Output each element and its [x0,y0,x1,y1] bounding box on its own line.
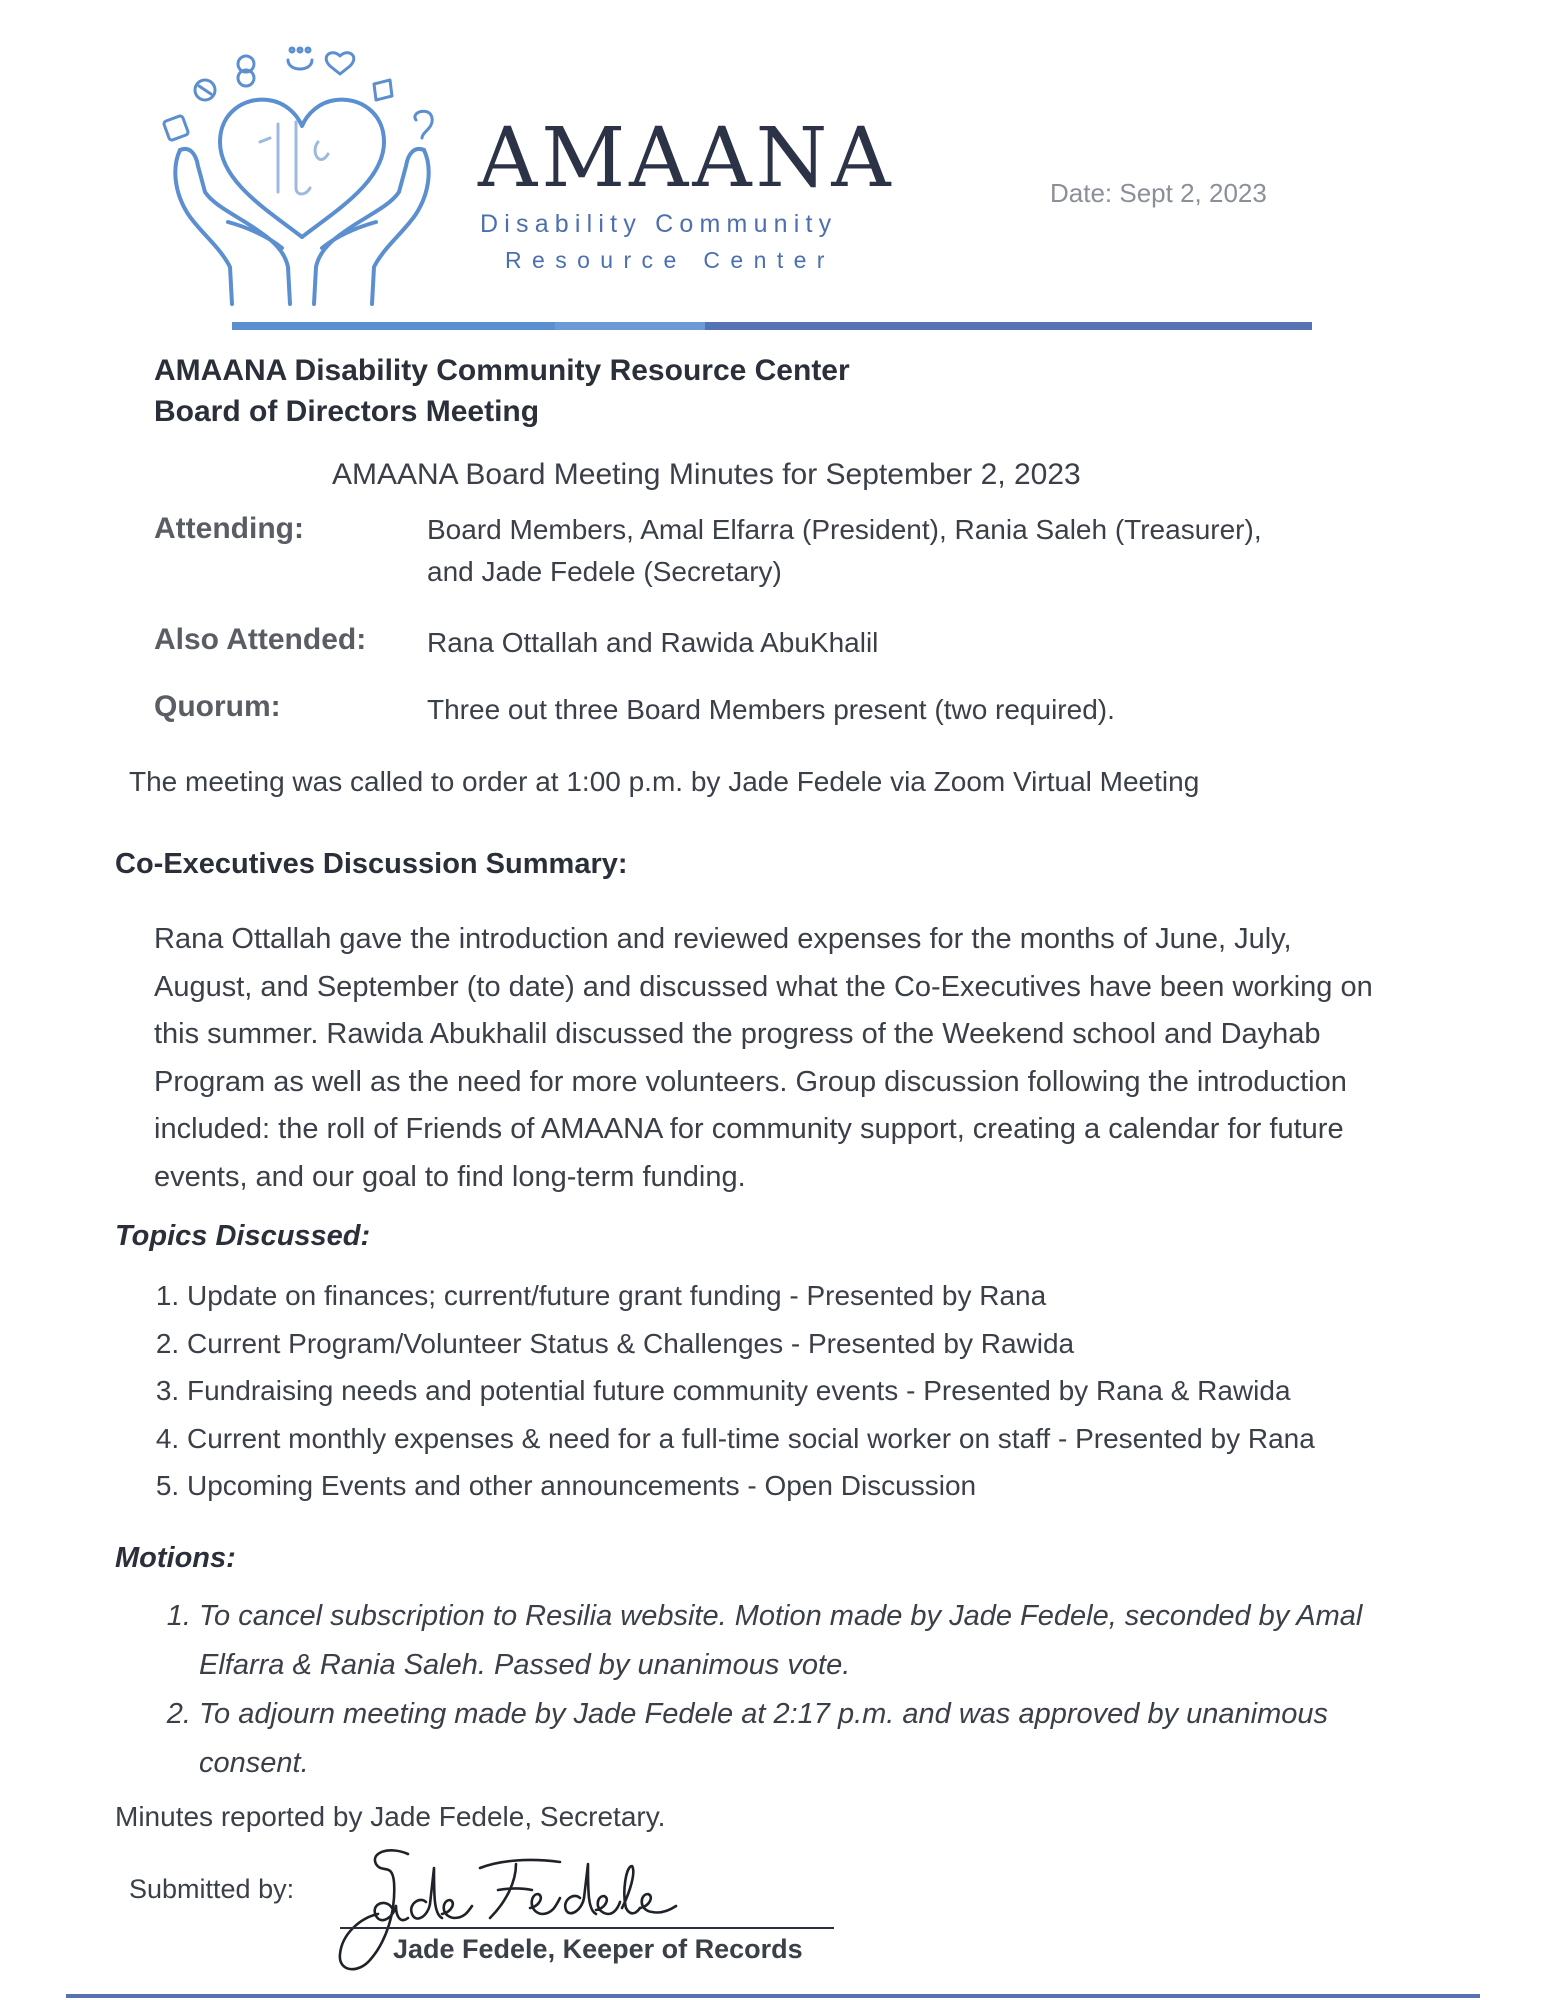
topic-item: 3. Fundraising needs and potential future community events - Presented by Rana & Rawida [187,1367,1507,1415]
attending-label: Attending: [154,512,304,545]
header-divider [232,322,1312,330]
quorum-label: Quorum: [154,690,281,723]
attending-line: Board Members, Amal Elfarra (President), Rania Saleh (Treasurer), [427,514,1262,545]
amaana-logo [160,42,445,312]
attending-value [427,509,1262,593]
signature-caption: Jade Fedele, Keeper of Records [393,1934,803,1964]
attending-line: and Jade Fedele (Secretary) [427,556,782,587]
motion-item: 1. To cancel subscription to Resilia website. Motion made by Jade Fedele, seconded by Amal Elfarra & Rania Saleh. Passed by unanimous vote. [199,1592,1439,1690]
document-date: Date: Sept 2, 2023 [1050,178,1267,208]
topic-item: 1. Update on finances; current/future grant funding - Presented by Rana [187,1272,1507,1320]
motion-item: 2. To adjourn meeting made by Jade Fedele at 2:17 p.m. and was approved by unanimous consent. [199,1690,1439,1788]
submitted-by-label: Submitted by: [129,1874,295,1904]
motions-list [163,1592,1439,1788]
quorum-value: Three out three Board Members present (two required). [427,694,1115,725]
summary-heading: Co-Executives Discussion Summary: [115,848,628,880]
call-to-order: The meeting was called to order at 1:00 p.m. by Jade Fedele via Zoom Virtual Meeting [129,766,1200,797]
brand-tagline-line1: Disability Community [480,210,838,238]
reported-by: Minutes reported by Jade Fedele, Secretary. [115,1801,666,1832]
topic-item: 4. Current monthly expenses & need for a full-time social worker on staff - Presented by Rana [187,1415,1507,1463]
summary-body: Rana Ottallah gave the introduction and reviewed expenses for the months of June, July, August, and September (to date) and discussed what the Co-Executives have been working on this summer. Rawida Abukhalil discussed the progress of the Weekend school and Dayhab Program as well as the need for more volunteers. Group discussion following the introduction included: the roll of Friends of AMAANA for community support, creating a calendar for future events, and our goal to find long-term funding. [154,923,1373,1193]
topic-item: 2. Current Program/Volunteer Status & Challenges - Presented by Rawida [187,1320,1507,1368]
footer-divider [66,1994,1480,1998]
topic-item: 5. Upcoming Events and other announcements - Open Discussion [187,1462,1507,1510]
also-attended-label: Also Attended: [154,623,367,656]
topics-list [143,1272,1507,1510]
minutes-title: AMAANA Board Meeting Minutes for September 2, 2023 [332,458,1081,491]
motions-heading: Motions: [115,1542,236,1574]
signature-line [340,1927,834,1929]
org-name: AMAANA Disability Community Resource Center [154,354,850,387]
meeting-type: Board of Directors Meeting [154,395,540,428]
topics-heading: Topics Discussed: [115,1220,371,1252]
brand-name: AMAANA [478,111,895,206]
brand-tagline-line2: Resource Center [505,247,835,273]
also-attended-value: Rana Ottallah and Rawida AbuKhalil [427,627,879,658]
